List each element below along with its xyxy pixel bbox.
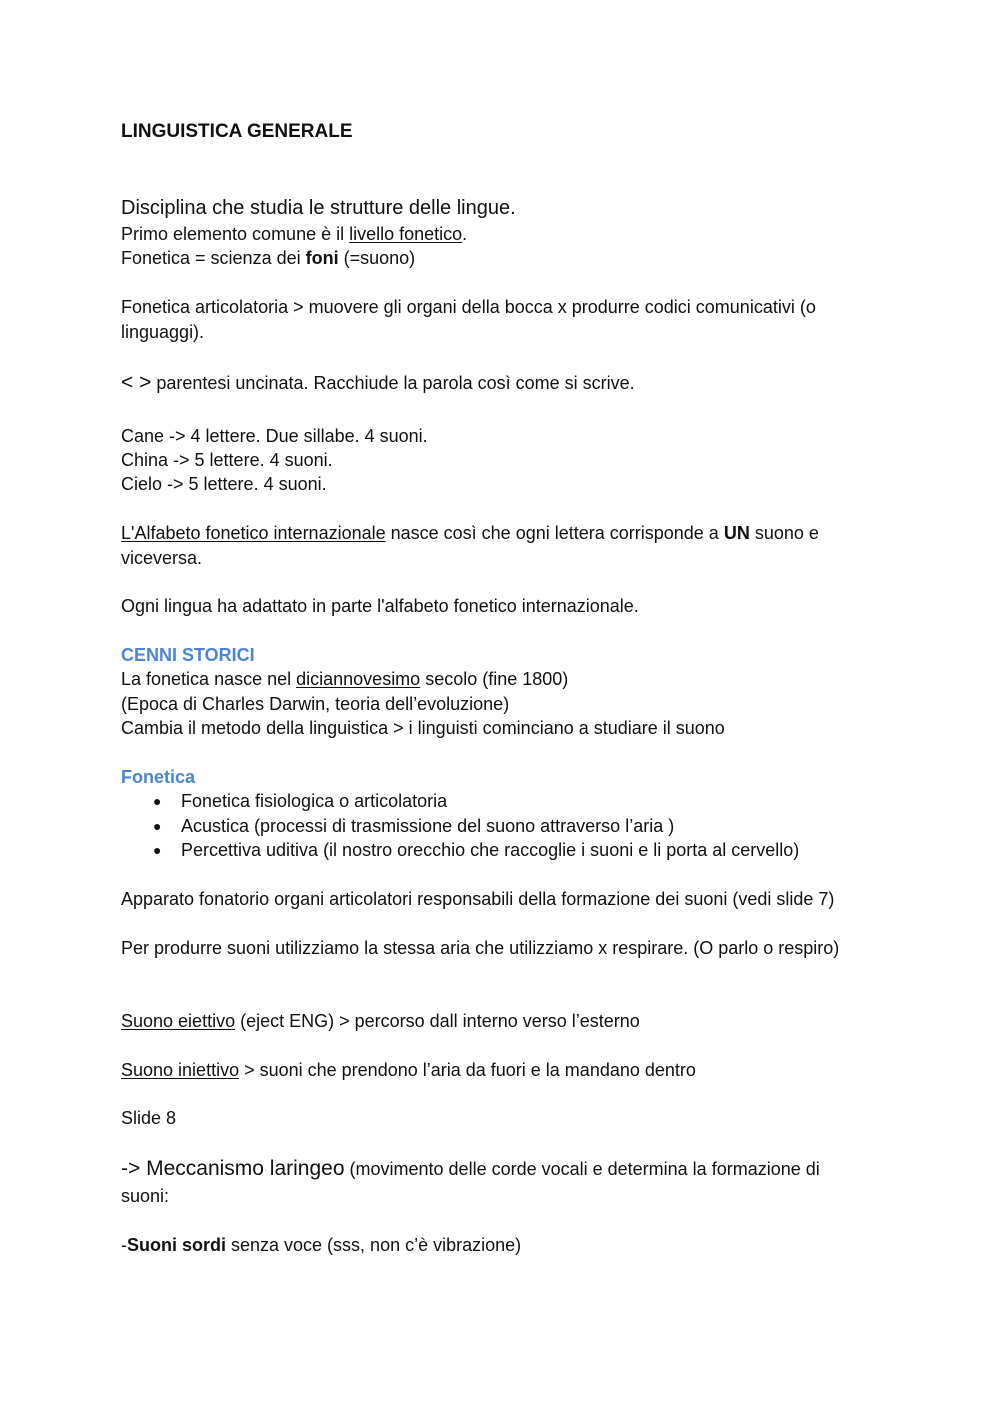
paragraph-nasce (121, 667, 568, 691)
text-segment: . (462, 224, 468, 244)
underlined-term-alfabeto: L'Alfabeto fonetico internazionale (121, 523, 386, 543)
underlined-term-diciannovesimo: diciannovesimo (296, 669, 421, 689)
paragraph-articolatoria-line1: Fonetica articolatoria > muovere gli organi della bocca x produrre codici comunicativi (o (121, 297, 816, 317)
paragraph-definition: Disciplina che studia le strutture delle lingue. (121, 197, 516, 219)
paragraph-meccanismo-line2: suoni: (121, 1186, 170, 1206)
paragraph-articolatoria-line2: linguaggi). (121, 322, 205, 342)
list-item (121, 838, 799, 863)
paragraph-alfabeto-line2: viceversa. (121, 548, 203, 568)
example-line: China -> 5 lettere. 4 suoni. (121, 450, 333, 470)
text-segment: secolo (fine 1800) (420, 669, 569, 689)
list-item-text: Acustica (processi di trasmissione del suono attraverso l’aria ) (181, 815, 675, 836)
paragraph-fonetica-definition (121, 246, 415, 270)
paragraph-respirare: Per produrre suoni utilizziamo la stessa aria che utilizziamo x respirare. (O parlo o respiro) (121, 938, 840, 958)
section-heading-fonetica: Fonetica (121, 767, 196, 787)
paragraph-first-element (121, 222, 467, 246)
paragraph-suoni-sordi (121, 1233, 521, 1257)
paragraph-apparato: Apparato fonatorio organi articolatori responsabili della formazione dei suoni (vedi slide 7) (121, 889, 835, 909)
text-segment: Fonetica = scienza dei (121, 248, 306, 268)
list-item (121, 814, 799, 839)
paragraph-suono-iniettivo (121, 1058, 696, 1082)
example-line: Cielo -> 5 lettere. 4 suoni. (121, 474, 327, 494)
document-title: LINGUISTICA GENERALE (121, 121, 353, 142)
bullet-icon: ● (153, 842, 162, 858)
text-segment: (=suono) (338, 248, 416, 268)
paragraph-parentesi (121, 371, 635, 395)
paragraph-darwin: (Epoca di Charles Darwin, teoria dell’evoluzione) (121, 694, 510, 714)
text-segment: parentesi uncinata. Racchiude la parola così come si scrive. (151, 373, 635, 393)
text-segment: (eject ENG) > percorso dall interno verso l’esterno (235, 1011, 640, 1031)
text-segment: > suoni che prendono l’aria da fuori e la mandano dentro (239, 1060, 696, 1080)
paragraph-alfabeto-line1 (121, 521, 819, 545)
large-term-meccanismo: -> Meccanismo laringeo (121, 1157, 345, 1180)
bullet-icon: ● (153, 793, 162, 809)
angle-brackets-symbol: < > (121, 371, 152, 394)
text-segment: senza voce (sss, non c’è vibrazione) (226, 1235, 522, 1255)
list-item-text: Fonetica fisiologica o articolatoria (181, 791, 448, 811)
bold-term-un: UN (723, 523, 750, 543)
paragraph-suono-eiettivo (121, 1009, 640, 1033)
fonetica-bullet-list (121, 789, 799, 863)
text-segment: Primo elemento comune è il (121, 224, 350, 244)
text-segment: La fonetica nasce nel (121, 669, 297, 689)
bullet-icon: ● (153, 817, 162, 834)
paragraph-ogni-lingua: Ogni lingua ha adattato in parte l'alfabeto fonetico internazionale. (121, 596, 639, 616)
underlined-term-suono-eiettivo: Suono eiettivo (121, 1011, 236, 1031)
list-item-text: Percettiva uditiva (il nostro orecchio che raccoglie i suoni e li porta al cervello) (181, 840, 800, 860)
bold-term-suoni-sordi: Suoni sordi (127, 1235, 226, 1255)
text-segment: - (121, 1235, 127, 1255)
bold-term-foni: foni (305, 248, 339, 268)
paragraph-slide-8: Slide 8 (121, 1108, 177, 1128)
underlined-term-livello-fonetico: livello fonetico (349, 224, 463, 244)
text-segment: (movimento delle corde vocali e determina la formazione di (344, 1159, 820, 1179)
paragraph-metodo: Cambia il metodo della linguistica > i linguisti cominciano a studiare il suono (121, 718, 725, 738)
example-line: Cane -> 4 lettere. Due sillabe. 4 suoni. (121, 426, 428, 446)
list-item (121, 789, 799, 814)
text-segment: suono e (749, 523, 819, 543)
underlined-term-suono-iniettivo: Suono iniettivo (121, 1060, 240, 1080)
paragraph-meccanismo-line1 (121, 1157, 820, 1181)
text-segment: nasce così che ogni lettera corrisponde a (385, 523, 724, 543)
section-heading-cenni-storici: CENNI STORICI (121, 645, 255, 665)
